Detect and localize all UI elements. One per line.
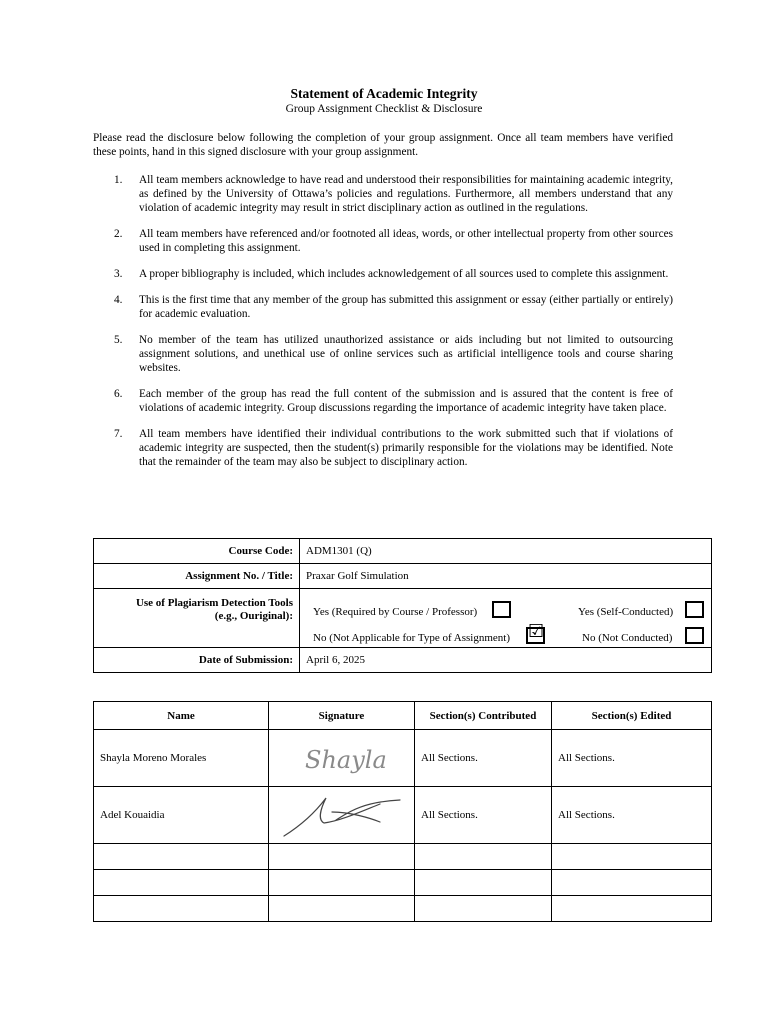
handwritten-signature-shayla bbox=[297, 736, 387, 780]
assignment-title-value[interactable]: Praxar Golf Simulation bbox=[300, 564, 712, 589]
option-no-na-checkbox[interactable] bbox=[526, 621, 545, 644]
date-label: Date of Submission: bbox=[94, 648, 300, 673]
empty-cell[interactable] bbox=[415, 896, 552, 922]
course-code-label: Course Code: bbox=[94, 539, 300, 564]
empty-cell[interactable] bbox=[94, 870, 269, 896]
item-number: 7. bbox=[114, 428, 123, 440]
handwritten-signature-adel bbox=[280, 790, 404, 840]
sections-contributed[interactable]: All Sections. bbox=[415, 730, 552, 787]
date-value[interactable]: April 6, 2025 bbox=[300, 648, 712, 673]
empty-cell[interactable] bbox=[552, 896, 712, 922]
checkmark-icon: ☑ bbox=[528, 621, 545, 642]
col-header-name: Name bbox=[94, 702, 269, 730]
item-number: 1. bbox=[114, 174, 123, 186]
disclosure-item bbox=[93, 267, 673, 281]
assignment-info-table bbox=[93, 538, 712, 673]
item-number: 4. bbox=[114, 294, 123, 306]
col-header-contributed: Section(s) Contributed bbox=[415, 702, 552, 730]
intro-paragraph: Please read the disclosure below following the completion of your group assignment. Once all team members have verified these points, hand in this signed disclosure with your group assignment. bbox=[93, 132, 673, 159]
table-row bbox=[94, 844, 712, 870]
col-header-signature: Signature bbox=[269, 702, 415, 730]
option-no-not-label: No (Not Conducted) bbox=[582, 632, 673, 644]
signature-cell[interactable] bbox=[269, 787, 415, 844]
assignment-title-label: Assignment No. / Title: bbox=[94, 564, 300, 589]
option-yes-required-label: Yes (Required by Course / Professor) bbox=[313, 606, 478, 618]
empty-cell[interactable] bbox=[415, 844, 552, 870]
table-row bbox=[94, 870, 712, 896]
empty-cell[interactable] bbox=[269, 844, 415, 870]
disclosure-item bbox=[93, 427, 673, 469]
plagiarism-label-line2: (e.g., Ouriginal): bbox=[214, 610, 293, 622]
col-header-edited: Section(s) Edited bbox=[552, 702, 712, 730]
signature-table bbox=[93, 701, 712, 922]
empty-cell[interactable] bbox=[552, 870, 712, 896]
empty-cell[interactable] bbox=[269, 896, 415, 922]
item-text: All team members have referenced and/or footnoted all ideas, words, or other intellectual property from other sources used in completing this assignment. bbox=[139, 228, 673, 254]
item-number: 2. bbox=[114, 228, 123, 240]
disclosure-item bbox=[93, 293, 673, 321]
signature-stroke bbox=[284, 798, 400, 836]
plagiarism-tools-label bbox=[94, 589, 300, 648]
sections-contributed[interactable]: All Sections. bbox=[415, 787, 552, 844]
item-number: 3. bbox=[114, 268, 123, 280]
item-text: No member of the team has utilized unauthorized assistance or aids including but not limited to outsourcing assignment solutions, and unethical use of online services such as artificial intelligence tools and course sharing websites. bbox=[139, 334, 673, 374]
plagiarism-row-no bbox=[300, 618, 711, 644]
plagiarism-row-yes bbox=[300, 592, 711, 618]
disclosure-list bbox=[93, 173, 673, 481]
page-subtitle: Group Assignment Checklist & Disclosure bbox=[285, 103, 483, 115]
item-number: 6. bbox=[114, 388, 123, 400]
empty-cell[interactable] bbox=[269, 870, 415, 896]
item-text: Each member of the group has read the full content of the submission and is assured that the content is free of violations of academic integrity. Group discussions regarding the importance of academic integrity have taken place. bbox=[139, 388, 673, 414]
sections-edited[interactable]: All Sections. bbox=[552, 787, 712, 844]
option-no-na-label: No (Not Applicable for Type of Assignment) bbox=[313, 632, 510, 644]
disclosure-item bbox=[93, 387, 673, 415]
item-text: This is the first time that any member of the group has submitted this assignment or essay (either partially or entirely) for academic evaluation. bbox=[139, 294, 673, 320]
course-code-value[interactable]: ADM1301 (Q) bbox=[300, 539, 712, 564]
option-no-not-checkbox[interactable] bbox=[685, 627, 704, 644]
empty-cell[interactable] bbox=[94, 896, 269, 922]
signature-cell[interactable] bbox=[269, 730, 415, 787]
option-yes-self-checkbox[interactable] bbox=[685, 601, 704, 618]
empty-cell[interactable] bbox=[552, 844, 712, 870]
plagiarism-label-line1: Use of Plagiarism Detection Tools bbox=[135, 597, 293, 609]
page-title: Statement of Academic Integrity bbox=[290, 86, 478, 101]
disclosure-item bbox=[93, 227, 673, 255]
option-yes-required-checkbox[interactable] bbox=[492, 601, 511, 618]
empty-cell[interactable] bbox=[94, 844, 269, 870]
disclosure-item bbox=[93, 173, 673, 215]
table-row bbox=[94, 896, 712, 922]
table-row bbox=[94, 730, 712, 787]
member-name[interactable]: Shayla Moreno Morales bbox=[94, 730, 269, 787]
table-row bbox=[94, 787, 712, 844]
member-name[interactable]: Adel Kouaidia bbox=[94, 787, 269, 844]
item-text: All team members acknowledge to have read and understood their responsibilities for maintaining academic integrity, as defined by the University of Ottawa’s policies and regulations. Furthermore, all members understand that any violation of academic integrity may result in strict disciplinary action as outlined in the regulations. bbox=[139, 174, 673, 214]
item-number: 5. bbox=[114, 334, 123, 346]
option-yes-self-label: Yes (Self-Conducted) bbox=[578, 606, 674, 618]
empty-cell[interactable] bbox=[415, 870, 552, 896]
item-text: A proper bibliography is included, which includes acknowledgement of all sources used to complete this assignment. bbox=[139, 268, 669, 280]
item-text: All team members have identified their individual contributions to the work submitted such that if violations of academic integrity are suspected, then the student(s) primarily responsible for the violations may be identified. Note that the remainder of the team may also be subject to disciplinary action. bbox=[139, 428, 673, 468]
disclosure-item bbox=[93, 333, 673, 375]
sections-edited[interactable]: All Sections. bbox=[552, 730, 712, 787]
plagiarism-options bbox=[300, 589, 712, 648]
signature-text: Shayla bbox=[304, 746, 387, 774]
